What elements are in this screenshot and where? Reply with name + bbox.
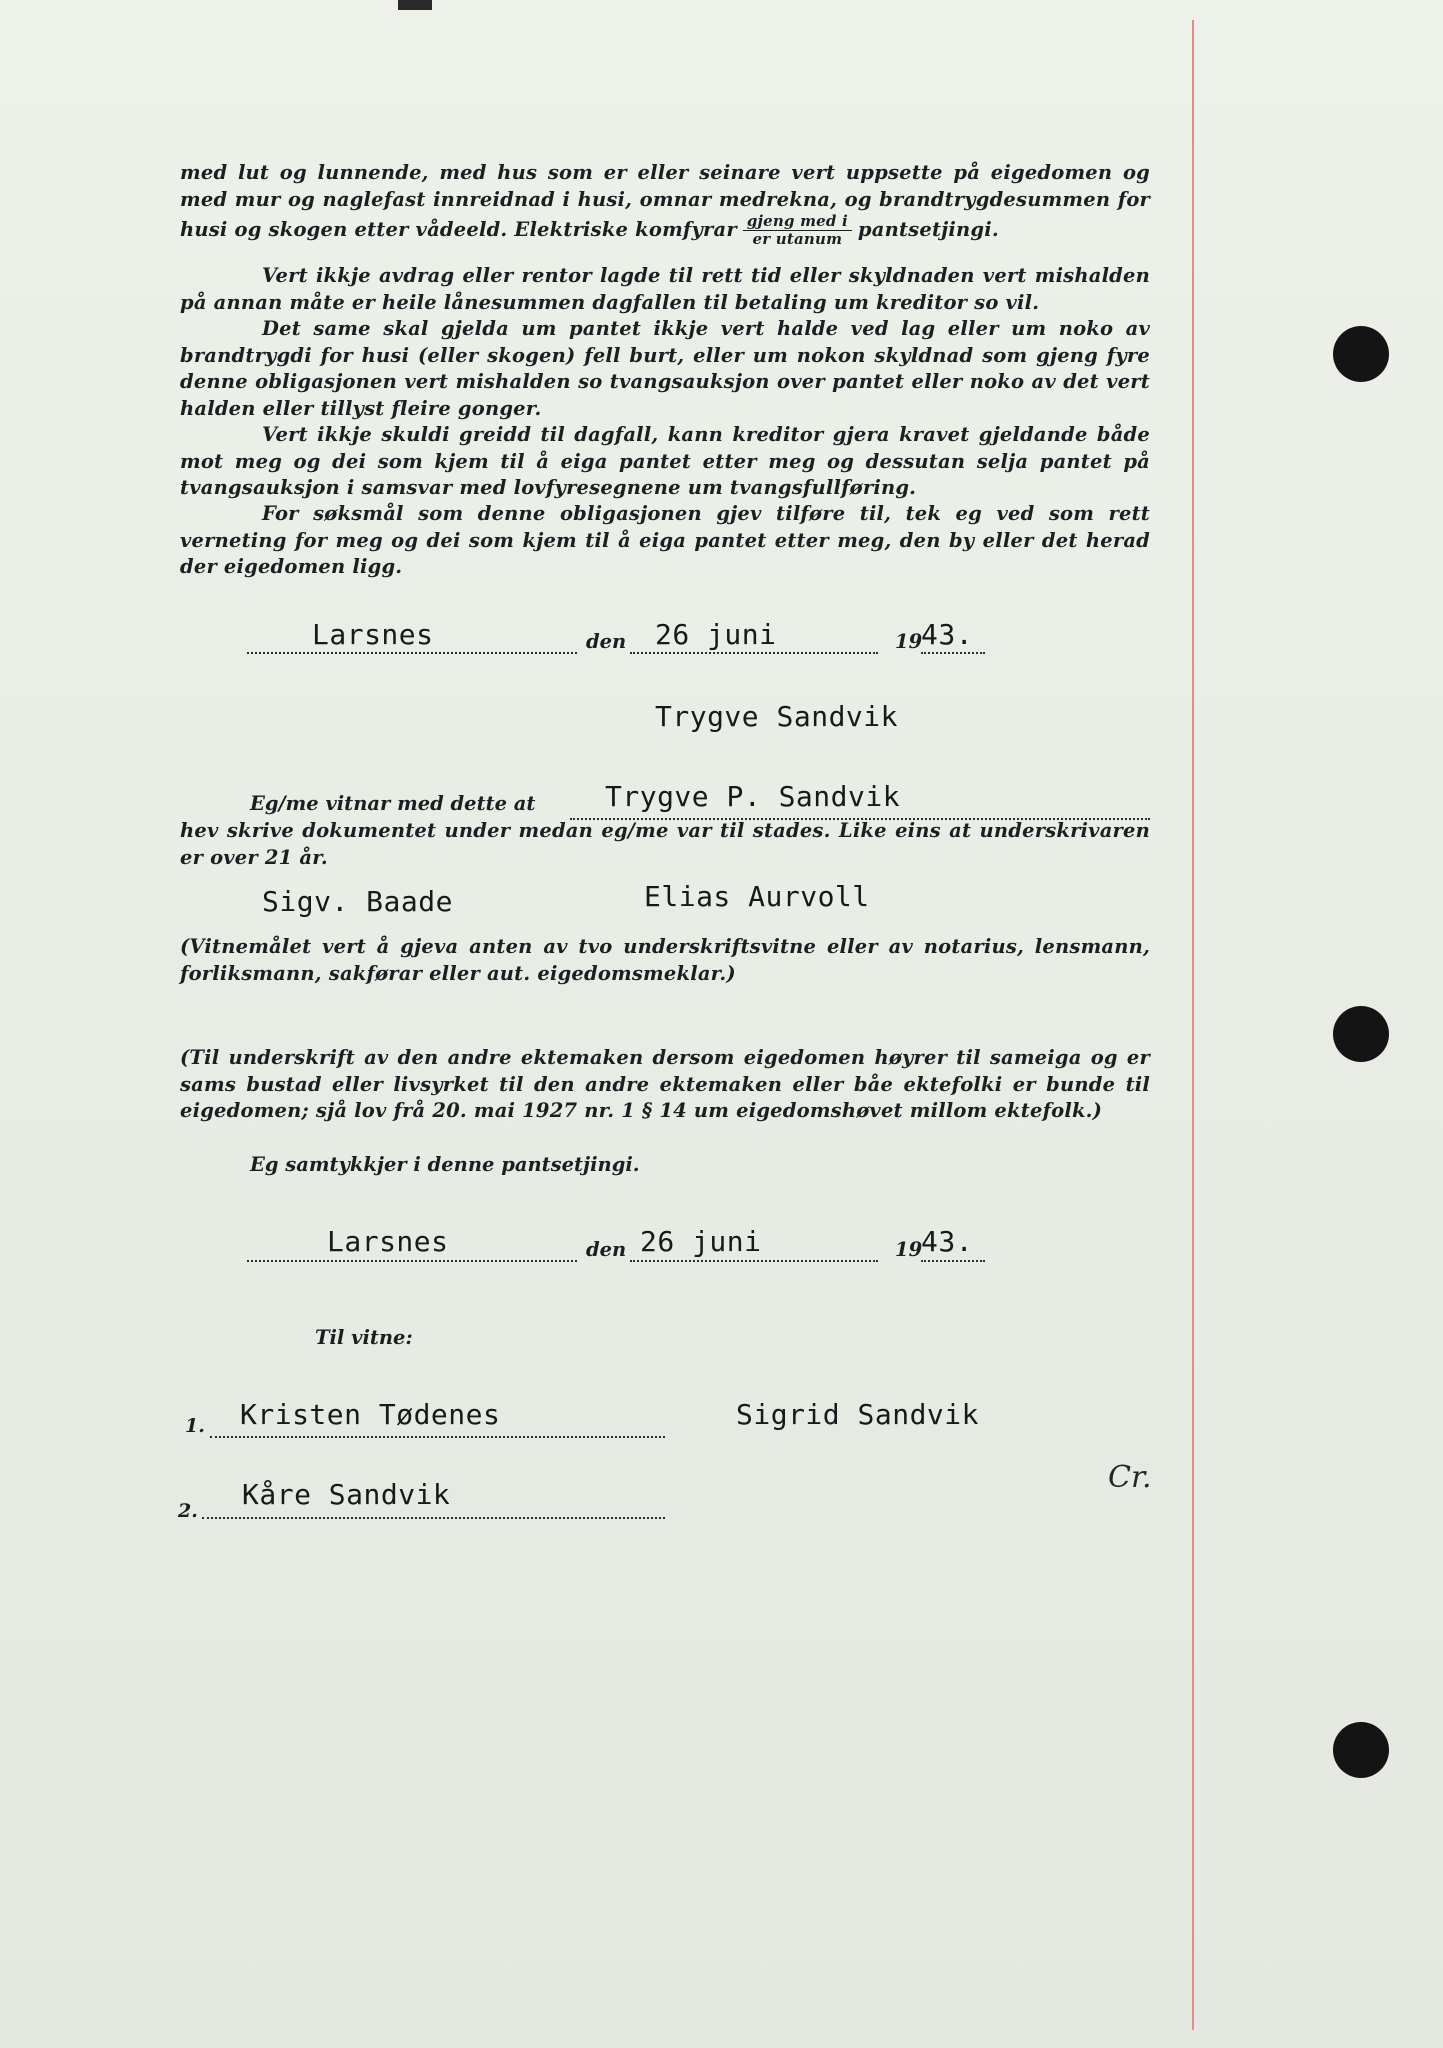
dotted-line — [921, 652, 985, 654]
paragraph-enforcement: Vert ikkje skuldi greidd til dagfall, kann kreditor gjera kravet gjeldande både mot meg og dei som kjem til å eiga pantet etter meg og dessutan selja pantet på tvangsauksjon i samsvar med lovfyresegnene um tvangsfullføring. — [180, 423, 1150, 499]
witness-statement-text: hev skrive dokumentet under medan eg/me var til stades. Like eins at underskrivaren er over 21 år. — [180, 819, 1150, 869]
date-handwritten: 26 juni — [655, 618, 777, 651]
margin-line — [1192, 20, 1194, 2030]
witness-number: 2. — [178, 1500, 198, 1522]
dotted-line — [247, 1260, 577, 1262]
witness-name: Kristen Tødenes — [240, 1398, 501, 1431]
spouse-signature: Sigrid Sandvik — [736, 1398, 980, 1431]
dotted-line — [630, 1260, 878, 1262]
year-prefix: 19 — [895, 630, 923, 653]
dotted-line — [921, 1260, 985, 1262]
witness-signature-left: Sigv. Baade — [262, 885, 453, 918]
punch-hole — [1333, 1006, 1389, 1062]
witness-statement-label: Eg/me vitnar med dette at — [250, 792, 536, 815]
dotted-line — [202, 1517, 665, 1519]
paragraph-mortgage-scope — [180, 160, 1150, 248]
witness-signature-right: Elias Aurvoll — [644, 880, 870, 913]
paragraph-text: med lut og lunnende, med hus som er eller seinare vert uppsette på eigedomen og med mur og naglefast innreidnad i husi, omnar medrekna, og brandtrygdesummen for husi og skogen etter vådeeld. Elektriske komfyrar — [180, 161, 1150, 241]
year-handwritten: 43. — [921, 618, 974, 651]
signature-main: Trygve Sandvik — [655, 700, 899, 733]
paragraph-text: pantsetjingi. — [857, 218, 999, 241]
punch-hole — [1333, 326, 1389, 382]
witness-name: Kåre Sandvik — [242, 1478, 451, 1511]
initials-mark: Cr. — [1108, 1460, 1152, 1495]
paragraph-insurance: Det same skal gjelda um pantet ikkje vert halde ved lag eller um noko av brandtrygdi for husi (eller skogen) fell burt, eller um nokon skyldnad som gjeng fyre denne obligasjonen vert mishalden so tvangsauksjon over pantet eller noko av det vert halden eller tillyst fleire gonger. — [180, 317, 1150, 420]
til-vitne-label: Til vitne: — [315, 1326, 413, 1349]
place-handwritten: Larsnes — [327, 1225, 449, 1258]
den-label: den — [586, 630, 627, 653]
punch-hole — [1333, 1722, 1389, 1778]
choice-top: gjeng med i — [743, 213, 852, 231]
den-label: den — [586, 1238, 627, 1261]
witness-number: 1. — [185, 1415, 205, 1437]
place-handwritten: Larsnes — [312, 618, 434, 651]
year-handwritten: 43. — [921, 1225, 974, 1258]
paragraph-default: Vert ikkje avdrag eller rentor lagde til rett tid eller skyldnaden vert mishalden på annan måte er heile lånesummen dagfallen til betaling um kreditor so vil. — [180, 264, 1150, 314]
paragraph-venue: For søksmål som denne obligasjonen gjev tilføre til, tek eg ved som rett verneting for meg og dei som kjem til å eiga pantet etter meg, den by eller det herad der eigedomen ligg. — [180, 502, 1150, 578]
consent-text: Eg samtykkjer i denne pantsetjingi. — [250, 1153, 640, 1176]
scan-smudge — [398, 0, 432, 10]
note-witness: (Vitnemålet vert å gjeva anten av tvo underskriftsvitne eller av notarius, lensmann, forliksmann, sakførar eller aut. eigedomsmeklar.) — [180, 935, 1150, 985]
dotted-line — [630, 652, 878, 654]
dotted-line — [210, 1436, 665, 1438]
year-prefix: 19 — [895, 1238, 923, 1261]
dotted-line — [247, 652, 577, 654]
note-spouse: (Til underskrift av den andre ektemaken dersom eigedomen høyrer til sameiga og er sams bustad eller livsyrket til den andre ektemaken eller båe ektefolki er bunde til eigedomen; sjå lov frå 20. mai 1927 nr. 1 § 14 um eigedomshøvet millom ektefolk.) — [180, 1046, 1150, 1122]
witness-statement-name: Trygve P. Sandvik — [605, 780, 901, 813]
date-handwritten: 26 juni — [640, 1225, 762, 1258]
fraction-choice — [743, 213, 852, 248]
choice-bottom: er utanum — [752, 230, 843, 248]
